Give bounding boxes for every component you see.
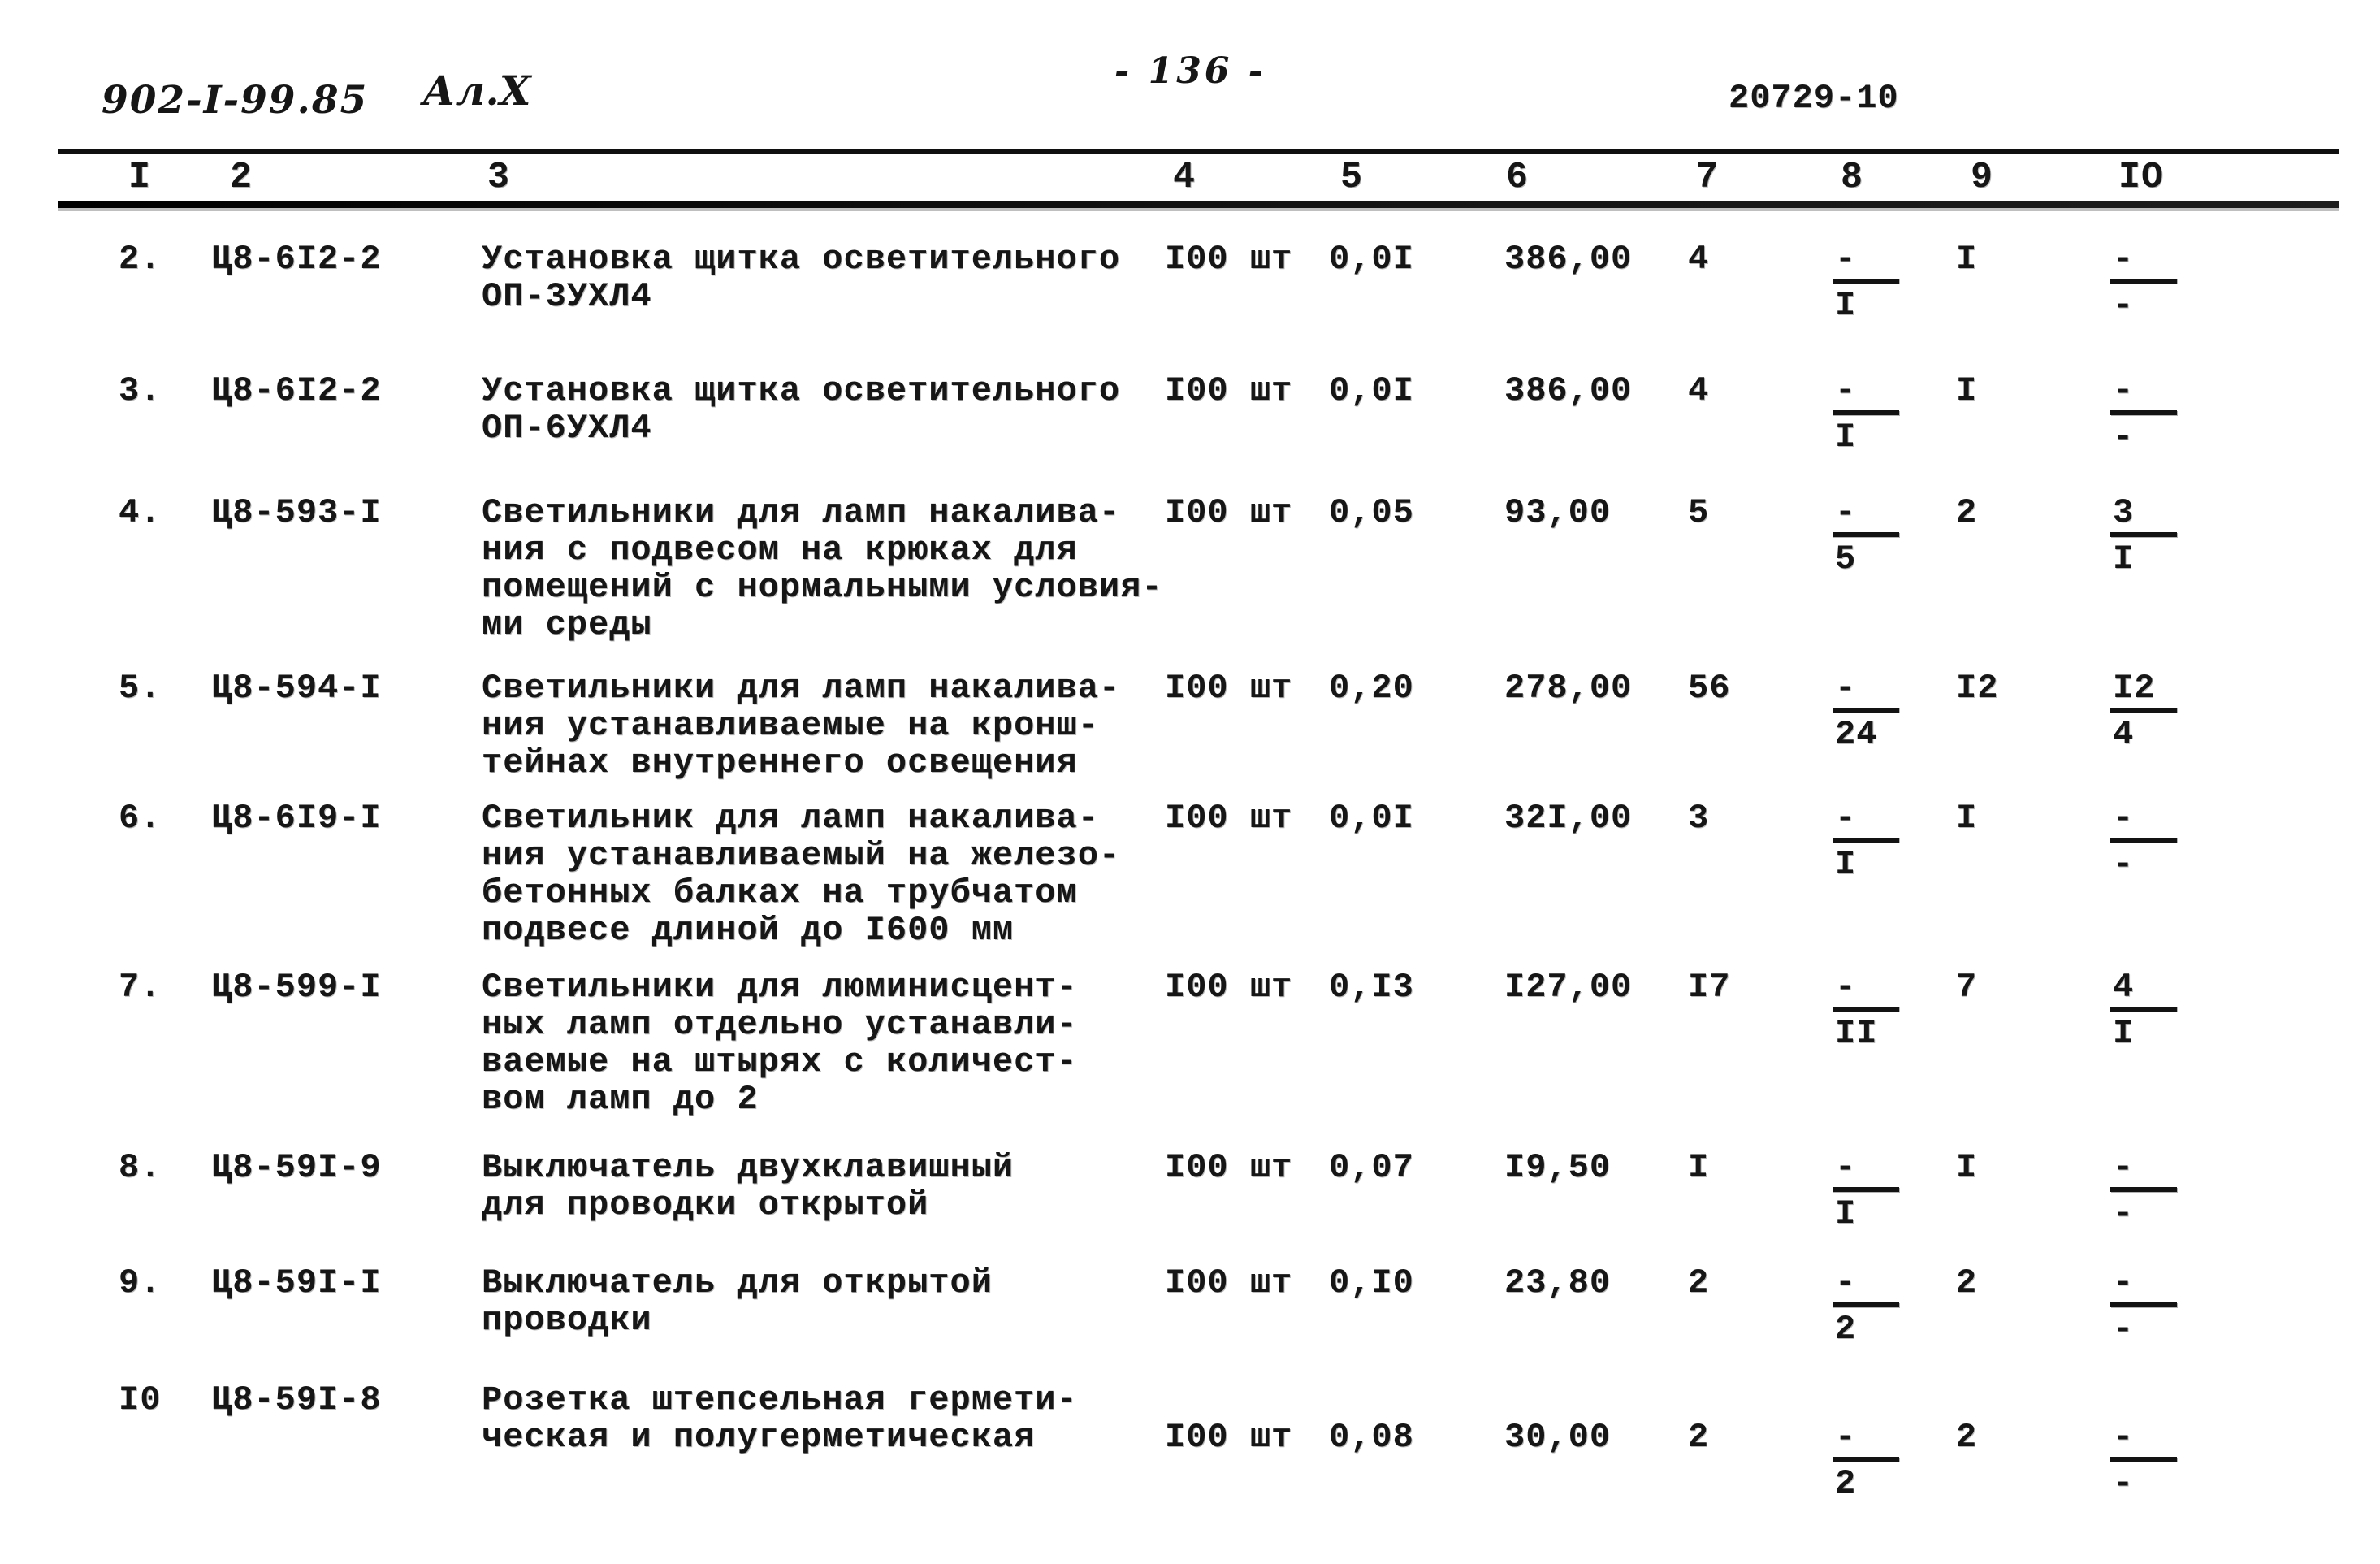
fraction-numerator: - <box>1835 968 1857 1007</box>
col7-value: 2 <box>1688 1418 1710 1457</box>
fraction-denominator: - <box>2113 1464 2135 1503</box>
col5-value: 0,0I <box>1329 799 1414 838</box>
col6-value: 23,80 <box>1504 1263 1612 1302</box>
col6-value: I9,50 <box>1504 1148 1612 1187</box>
fraction-numerator: - <box>1835 799 1857 838</box>
col6-value: 32I,00 <box>1504 799 1633 838</box>
fraction-bar <box>1833 532 1899 537</box>
col7-value: 4 <box>1688 240 1710 279</box>
fraction-bar <box>2110 1007 2177 1012</box>
unit-quantity: I00 шт <box>1165 371 1293 410</box>
col9-value: I <box>1956 240 1978 279</box>
unit-quantity: I00 шт <box>1165 1148 1293 1187</box>
item-description: Выключатель двухклавишный для проводки открытой <box>482 1148 1015 1224</box>
fraction-denominator: - <box>2113 418 2135 457</box>
fraction-denominator: 24 <box>1835 715 1878 754</box>
item-code: Ц8-6I9-I <box>211 799 382 838</box>
fraction-denominator: 2 <box>1835 1464 1857 1503</box>
column-header-10: IO <box>2118 157 2165 198</box>
col10-fraction <box>2110 494 2240 578</box>
fraction-bar <box>1833 279 1899 284</box>
column-header-5: 5 <box>1340 157 1364 198</box>
fraction-denominator: - <box>2113 1194 2135 1233</box>
col8-fraction <box>1833 240 1962 324</box>
fraction-denominator: 2 <box>1835 1310 1857 1349</box>
col6-value: 278,00 <box>1504 669 1633 708</box>
fraction-numerator: - <box>2113 371 2135 410</box>
item-description: Выключатель для открытой проводки <box>482 1263 993 1340</box>
fraction-denominator: I <box>2113 1014 2135 1053</box>
fraction-bar <box>2110 1302 2177 1307</box>
col8-fraction <box>1833 494 1962 578</box>
unit-quantity: I00 шт <box>1165 669 1293 708</box>
unit-quantity: I00 шт <box>1165 799 1293 838</box>
col8-fraction <box>1833 968 1962 1052</box>
item-description: Светильники для люминисцент- ных ламп отдельно устанавли- ваемые на штырях с количест- вом ламп до 2 <box>482 968 1078 1119</box>
fraction-bar <box>1833 410 1899 415</box>
stamp-number: 20729-10 <box>1729 79 1899 118</box>
fraction-numerator: 3 <box>2113 493 2135 532</box>
item-code: Ц8-593-I <box>211 493 382 532</box>
column-header-6: 6 <box>1506 157 1530 198</box>
item-code: Ц8-599-I <box>211 968 382 1007</box>
column-header-9: 9 <box>1971 157 1994 198</box>
col10-fraction <box>2110 968 2240 1052</box>
fraction-denominator: 4 <box>2113 715 2135 754</box>
col7-value: 2 <box>1688 1263 1710 1302</box>
col7-value: 5 <box>1688 493 1710 532</box>
col9-value: I <box>1956 799 1978 838</box>
col9-value: 2 <box>1956 1263 1978 1302</box>
fraction-bar <box>1833 838 1899 843</box>
fraction-numerator: - <box>1835 371 1857 410</box>
col8-fraction <box>1833 799 1962 883</box>
fraction-numerator: - <box>1835 1263 1857 1302</box>
unit-quantity: I00 шт <box>1165 1418 1293 1457</box>
fraction-bar <box>2110 1457 2177 1462</box>
fraction-denominator: II <box>1835 1014 1878 1053</box>
column-header-3: 3 <box>487 157 511 198</box>
item-description: Светильники для ламп накалива- ния устанавливаемые на кронш- тейнах внутреннего освещения <box>482 669 1121 782</box>
row-number: 3. <box>119 371 162 410</box>
fraction-numerator: - <box>1835 1418 1857 1457</box>
col5-value: 0,I3 <box>1329 968 1414 1007</box>
col9-value: 7 <box>1956 968 1978 1007</box>
col6-value: 386,00 <box>1504 240 1633 279</box>
fraction-bar <box>2110 708 2177 713</box>
fraction-numerator: - <box>2113 1418 2135 1457</box>
col9-value: I <box>1956 1148 1978 1187</box>
fraction-numerator: I2 <box>2113 669 2156 708</box>
fraction-bar <box>2110 1187 2177 1192</box>
fraction-denominator: I <box>1835 845 1857 884</box>
item-code: Ц8-59I-9 <box>211 1148 382 1187</box>
fraction-denominator: I <box>2113 539 2135 578</box>
item-description: Установка щитка осветительного ОП-3УХЛ4 <box>482 240 1121 316</box>
column-header-8: 8 <box>1841 157 1864 198</box>
col8-fraction <box>1833 669 1962 753</box>
fraction-denominator: I <box>1835 1194 1857 1233</box>
row-number: 7. <box>119 968 162 1007</box>
fraction-denominator: - <box>2113 1310 2135 1349</box>
col9-value: I2 <box>1956 669 1999 708</box>
col10-fraction <box>2110 669 2240 753</box>
fraction-bar <box>2110 279 2177 284</box>
fraction-numerator: 4 <box>2113 968 2135 1007</box>
column-header-7: 7 <box>1696 157 1720 198</box>
col5-value: 0,I0 <box>1329 1263 1414 1302</box>
col10-fraction <box>2110 1149 2240 1233</box>
item-code: Ц8-6I2-2 <box>211 371 382 410</box>
sheet-label: Ал.Х <box>422 67 531 115</box>
item-description: Светильники для ламп накалива- ния с подвесом на крюках для помещений с нормальными условия- ми среды <box>482 493 1163 644</box>
fraction-numerator: - <box>2113 240 2135 279</box>
fraction-numerator: - <box>2113 1148 2135 1187</box>
col9-value: I <box>1956 371 1978 410</box>
item-description: Светильник для ламп накалива- ния устанавливаемый на железо- бетонных балках на трубчатом подвесе длиной до I600 мм <box>482 799 1121 950</box>
document-number: 902-I-99.85 <box>102 78 369 123</box>
column-header-1: I <box>128 157 152 198</box>
row-number: 6. <box>119 799 162 838</box>
fraction-numerator: - <box>1835 240 1857 279</box>
col6-value: I27,00 <box>1504 968 1633 1007</box>
fraction-denominator: I <box>1835 418 1857 457</box>
row-number: I0 <box>119 1380 162 1419</box>
col10-fraction <box>2110 240 2240 324</box>
fraction-denominator: - <box>2113 845 2135 884</box>
item-description: Установка щитка осветительного ОП-6УХЛ4 <box>482 371 1121 448</box>
item-code: Ц8-594-I <box>211 669 382 708</box>
unit-quantity: I00 шт <box>1165 1263 1293 1302</box>
col6-value: 386,00 <box>1504 371 1633 410</box>
fraction-bar <box>1833 1302 1899 1307</box>
col6-value: 93,00 <box>1504 493 1612 532</box>
col9-value: 2 <box>1956 1418 1978 1457</box>
fraction-bar <box>1833 708 1899 713</box>
column-header-2: 2 <box>230 157 253 198</box>
fraction-bar <box>2110 532 2177 537</box>
col5-value: 0,0I <box>1329 240 1414 279</box>
col8-fraction <box>1833 1149 1962 1233</box>
col9-value: 2 <box>1956 493 1978 532</box>
fraction-numerator: - <box>1835 1148 1857 1187</box>
row-number: 8. <box>119 1148 162 1187</box>
unit-quantity: I00 шт <box>1165 493 1293 532</box>
fraction-bar <box>1833 1457 1899 1462</box>
row-number: 4. <box>119 493 162 532</box>
unit-quantity: I00 шт <box>1165 968 1293 1007</box>
col10-fraction <box>2110 1419 2240 1502</box>
fraction-numerator: - <box>1835 669 1857 708</box>
col8-fraction <box>1833 1264 1962 1348</box>
fraction-numerator: - <box>2113 799 2135 838</box>
fraction-bar <box>2110 838 2177 843</box>
unit-quantity: I00 шт <box>1165 240 1293 279</box>
col5-value: 0,05 <box>1329 493 1414 532</box>
col8-fraction <box>1833 1419 1962 1502</box>
page-number: - 136 - <box>1114 50 1267 92</box>
col7-value: 56 <box>1688 669 1731 708</box>
col6-value: 30,00 <box>1504 1418 1612 1457</box>
col10-fraction <box>2110 1264 2240 1348</box>
col10-fraction <box>2110 372 2240 456</box>
col7-value: I <box>1688 1148 1710 1187</box>
item-code: Ц8-59I-I <box>211 1263 382 1302</box>
col5-value: 0,07 <box>1329 1148 1414 1187</box>
col5-value: 0,08 <box>1329 1418 1414 1457</box>
item-description: Розетка штепсельная гермети- ческая и полугерметическая <box>482 1380 1078 1457</box>
fraction-bar <box>1833 1007 1899 1012</box>
item-code: Ц8-59I-8 <box>211 1380 382 1419</box>
col7-value: 3 <box>1688 799 1710 838</box>
row-number: 2. <box>119 240 162 279</box>
fraction-denominator: - <box>2113 286 2135 325</box>
col8-fraction <box>1833 372 1962 456</box>
fraction-denominator: 5 <box>1835 539 1857 578</box>
col7-value: I7 <box>1688 968 1731 1007</box>
fraction-denominator: I <box>1835 286 1857 325</box>
col10-fraction <box>2110 799 2240 883</box>
col5-value: 0,20 <box>1329 669 1414 708</box>
column-header-4: 4 <box>1173 157 1196 198</box>
fraction-bar <box>1833 1187 1899 1192</box>
row-number: 9. <box>119 1263 162 1302</box>
col5-value: 0,0I <box>1329 371 1414 410</box>
row-number: 5. <box>119 669 162 708</box>
fraction-numerator: - <box>1835 493 1857 532</box>
fraction-numerator: - <box>2113 1263 2135 1302</box>
item-code: Ц8-6I2-2 <box>211 240 382 279</box>
fraction-bar <box>2110 410 2177 415</box>
col7-value: 4 <box>1688 371 1710 410</box>
